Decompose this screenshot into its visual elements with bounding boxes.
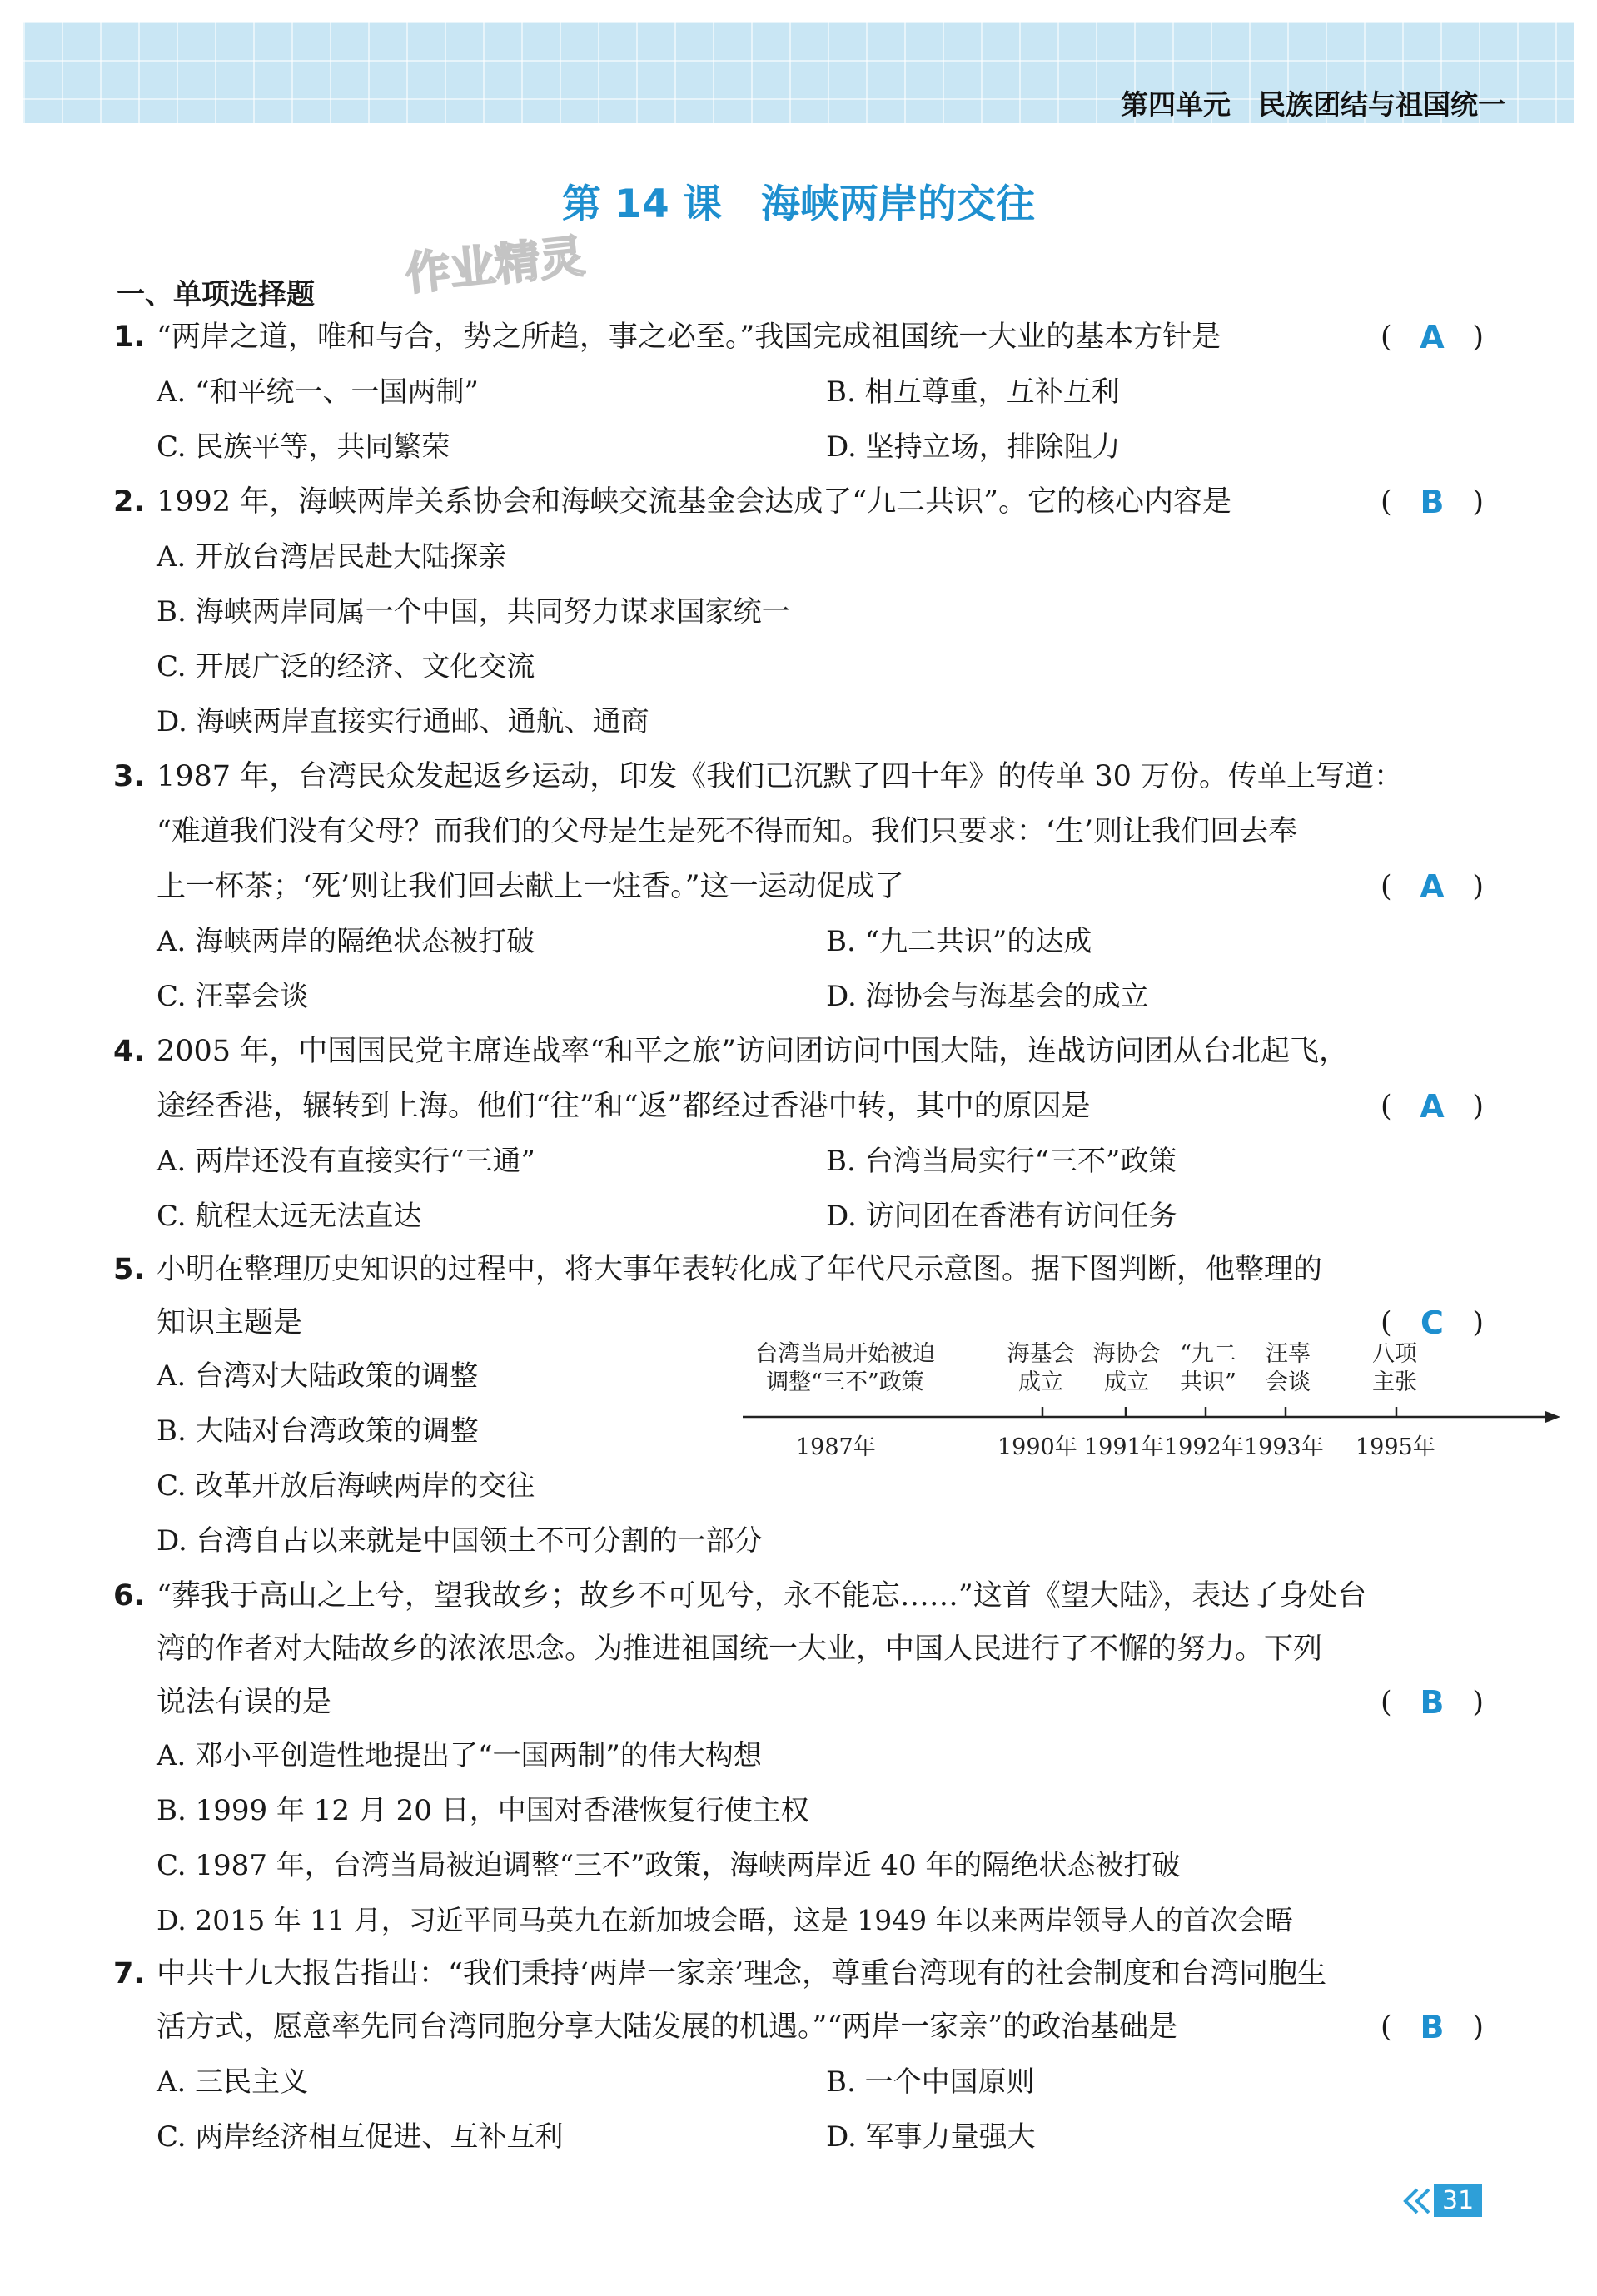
option: C. 航程太远无法直达 bbox=[157, 1200, 422, 1233]
timeline-event-label: 台湾当局开始被迫 调整“三不”政策 bbox=[755, 1341, 935, 1395]
option: D. 海峡两岸直接实行通邮、通航、通商 bbox=[157, 705, 649, 738]
option: C. 1987 年，台湾当局被迫调整“三不”政策，海峡两岸近 40 年的隔绝状态被打破 bbox=[157, 1849, 1181, 1882]
question-number: 5. bbox=[113, 1253, 145, 1286]
question-stem: “两岸之道，唯和与合，势之所趋，事之必至。”我国完成祖国统一大业的基本方针是 bbox=[157, 321, 1221, 354]
double-chevron-icon bbox=[1400, 2186, 1434, 2216]
option: D. 台湾自古以来就是中国领土不可分割的一部分 bbox=[157, 1524, 763, 1558]
question-number: 7. bbox=[113, 1957, 145, 1990]
answer-bracket: ( C ) bbox=[1381, 1305, 1484, 1341]
answer-letter: A bbox=[1420, 1088, 1445, 1125]
option: B. 台湾当局实行“三不”政策 bbox=[826, 1145, 1177, 1178]
option: D. 军事力量强大 bbox=[826, 2120, 1036, 2154]
option: A. “和平统一、一国两制” bbox=[157, 375, 479, 409]
unit-title: 第四单元 民族团结与祖国统一 bbox=[1121, 88, 1505, 121]
answer-letter: B bbox=[1420, 484, 1445, 520]
lesson-title: 第 14 课 海峡两岸的交往 bbox=[561, 181, 1036, 227]
page-number: 31 bbox=[1434, 2184, 1482, 2217]
option: B. 海峡两岸同属一个中国，共同努力谋求国家统一 bbox=[157, 595, 790, 629]
option: B. 大陆对台湾政策的调整 bbox=[157, 1414, 479, 1448]
question-stem: 1987 年，台湾民众发起返乡运动，印发《我们已沉默了四十年》的传单 30 万份。传单上写道： bbox=[157, 760, 1403, 793]
question-number: 3. bbox=[113, 760, 145, 793]
answer-bracket: ( B ) bbox=[1381, 1684, 1484, 1721]
question-stem: 2005 年，中国国民党主席连战率“和平之旅”访问团访问中国大陆，连战访问团从台北起飞， bbox=[157, 1035, 1348, 1068]
option: B. “九二共识”的达成 bbox=[826, 925, 1092, 958]
timeline-event-label: 海基会 成立 bbox=[1007, 1341, 1075, 1395]
option: A. 台湾对大陆政策的调整 bbox=[157, 1359, 479, 1393]
timeline-event-label: 海协会 成立 bbox=[1092, 1341, 1161, 1395]
option: C. 民族平等，共同繁荣 bbox=[157, 430, 450, 464]
answer-bracket: ( B ) bbox=[1381, 484, 1484, 520]
option: D. 2015 年 11 月，习近平同马英九在新加坡会晤，这是 1949 年以来两岸领导人的首次会晤 bbox=[157, 1904, 1293, 1936]
question-stem: 知识主题是 bbox=[157, 1306, 303, 1339]
option: B. 相互尊重，互补互利 bbox=[826, 375, 1120, 409]
option: D. 海协会与海基会的成立 bbox=[826, 980, 1149, 1013]
answer-letter: B bbox=[1420, 2009, 1445, 2045]
answer-letter: A bbox=[1420, 319, 1445, 355]
option: A. 海峡两岸的隔绝状态被打破 bbox=[157, 925, 535, 958]
option: C. 汪辜会谈 bbox=[157, 980, 309, 1013]
option: C. 两岸经济相互促进、互补互利 bbox=[157, 2120, 564, 2154]
option: A. 邓小平创造性地提出了“一国两制”的伟大构想 bbox=[157, 1739, 762, 1772]
question-stem: 湾的作者对大陆故乡的浓浓思念。为推进祖国统一大业，中国人民进行了不懈的努力。下列 bbox=[157, 1633, 1323, 1666]
option: A. 开放台湾居民赴大陆探亲 bbox=[157, 540, 507, 574]
page-number-badge bbox=[1400, 2184, 1482, 2217]
option: D. 访问团在香港有访问任务 bbox=[826, 1200, 1177, 1233]
answer-letter: A bbox=[1420, 868, 1445, 905]
timeline-year: 1987年 bbox=[796, 1434, 876, 1460]
question-stem: 活方式，愿意率先同台湾同胞分享大陆发展的机遇。”“两岸一家亲”的政治基础是 bbox=[157, 2010, 1178, 2044]
timeline-arrowhead bbox=[1545, 1411, 1560, 1423]
answer-bracket: ( B ) bbox=[1381, 2009, 1484, 2045]
watermark: 作业精灵 bbox=[402, 229, 588, 301]
timeline-year: 1990年 bbox=[998, 1434, 1077, 1460]
timeline-year: 1995年 bbox=[1356, 1434, 1435, 1460]
timeline-event-label: 八项 主张 bbox=[1372, 1341, 1417, 1395]
question-number: 1. bbox=[113, 321, 145, 354]
timeline-event-label: “九二 共识” bbox=[1180, 1341, 1236, 1395]
question-stem: 上一杯茶；‘死’则让我们回去献上一炷香。”这一运动促成了 bbox=[157, 870, 904, 903]
option: D. 坚持立场，排除阻力 bbox=[826, 430, 1121, 464]
question-number: 2. bbox=[113, 485, 145, 519]
question-number: 6. bbox=[113, 1579, 145, 1613]
answer-bracket: ( A ) bbox=[1381, 319, 1484, 355]
answer-bracket: ( A ) bbox=[1381, 1088, 1484, 1125]
question-stem: “葬我于高山之上兮，望我故乡；故乡不可见兮，永不能忘……”这首《望大陆》，表达了身处台 bbox=[157, 1579, 1367, 1613]
question-number: 4. bbox=[113, 1035, 145, 1068]
question-stem: 1992 年，海峡两岸关系协会和海峡交流基金会达成了“九二共识”。它的核心内容是 bbox=[157, 485, 1231, 519]
timeline-event-label: 汪辜 会谈 bbox=[1266, 1341, 1311, 1395]
timeline-figure bbox=[733, 1340, 1565, 1465]
option: A. 三民主义 bbox=[157, 2065, 309, 2099]
answer-letter: B bbox=[1420, 1684, 1445, 1721]
option: C. 改革开放后海峡两岸的交往 bbox=[157, 1469, 535, 1503]
question-stem: 途经香港，辗转到上海。他们“往”和“返”都经过香港中转，其中的原因是 bbox=[157, 1090, 1091, 1123]
question-stem: “难道我们没有父母？而我们的父母是生是死不得而知。我们只要求：‘生’则让我们回去奉 bbox=[157, 815, 1298, 848]
section-heading: 一、单项选择题 bbox=[117, 278, 315, 311]
option: B. 1999 年 12 月 20 日，中国对香港恢复行使主权 bbox=[157, 1794, 809, 1827]
option: B. 一个中国原则 bbox=[826, 2065, 1035, 2099]
question-stem: 小明在整理历史知识的过程中，将大事年表转化成了年代尺示意图。据下图判断，他整理的 bbox=[157, 1253, 1323, 1286]
timeline-year: 1991年 bbox=[1084, 1434, 1164, 1460]
question-stem: 中共十九大报告指出：“我们秉持‘两岸一家亲’理念，尊重台湾现有的社会制度和台湾同胞生 bbox=[157, 1957, 1327, 1990]
option: C. 开展广泛的经济、文化交流 bbox=[157, 650, 535, 683]
timeline-year: 1993年 bbox=[1244, 1434, 1324, 1460]
answer-letter: C bbox=[1420, 1305, 1444, 1341]
question-stem: 说法有误的是 bbox=[157, 1686, 332, 1719]
answer-bracket: ( A ) bbox=[1381, 868, 1484, 905]
option: A. 两岸还没有直接实行“三通” bbox=[157, 1145, 535, 1178]
timeline-year: 1992年 bbox=[1164, 1434, 1244, 1460]
